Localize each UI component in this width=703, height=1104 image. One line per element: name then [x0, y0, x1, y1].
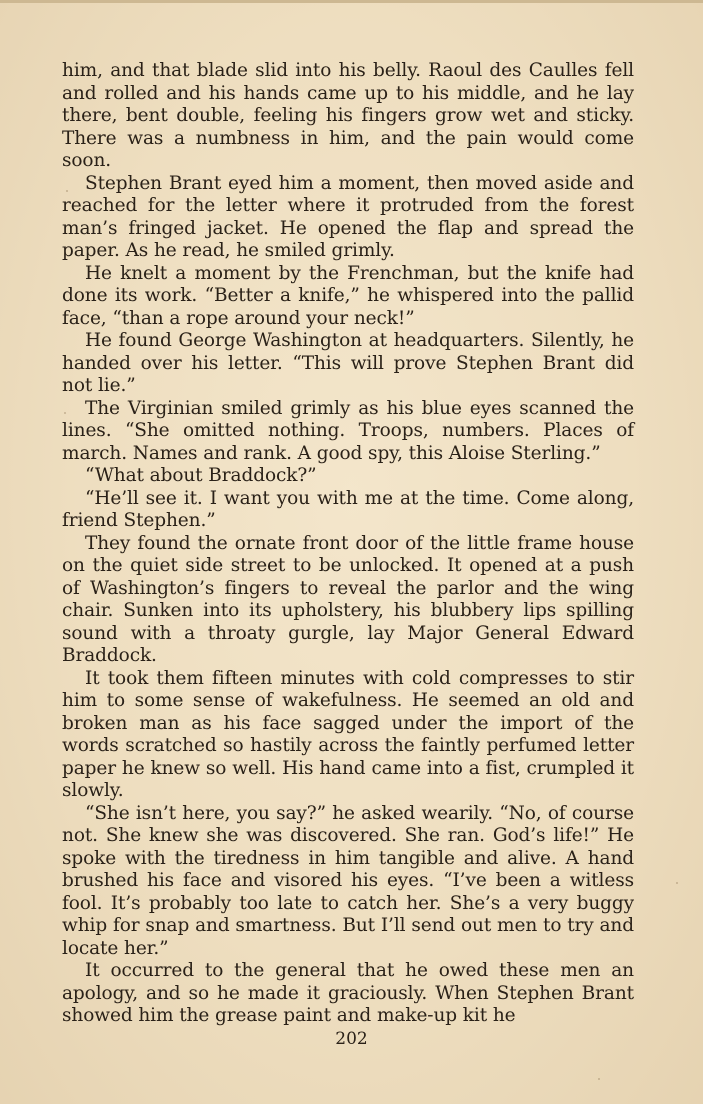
paper-speck	[66, 190, 68, 192]
paragraph: him, and that blade slid into his belly. Raoul des Caulles fell and rolled and his hands came up to his middle, and he lay there, bent double, feeling his fingers grow wet and sticky. There was a numbness in him, and the pain would come soon.	[62, 60, 634, 171]
paragraph: It took them fifteen minutes with cold compresses to stir him to some sense of wakefulness. He seemed an old and broken man as his face sagged under the import of the words scratched so hastily across the faintly perfumed letter paper he knew so well. His hand came into a fist, crumpled it slowly.	[62, 667, 634, 801]
paragraph: Stephen Brant eyed him a moment, then moved aside and reached for the letter where it protruded from the forest man’s fringed jacket. He opened the flap and spread the paper. As he read, he smiled grimly.	[62, 172, 634, 261]
paragraph: “What about Braddock?”	[85, 465, 317, 486]
paper-speck	[676, 882, 678, 884]
paper-speck	[598, 1078, 600, 1080]
page-top-edge	[0, 0, 703, 3]
paragraph: He knelt a moment by the Frenchman, but the knife had done its work. “Better a knife,” he whispered into the pallid face, “than a rope around your neck!”	[62, 262, 634, 329]
paragraph: It occurred to the general that he owed these men an apology, and so he made it graciously. When Stephen Brant showed him the grease paint and make-up kit he	[62, 960, 634, 1026]
paragraph: “He’ll see it. I want you with me at the time. Come along, friend Stephen.”	[62, 487, 634, 531]
page-number: 202	[335, 1029, 368, 1049]
paragraph: “She isn’t here, you say?” he asked wearily. “No, of course not. She knew she was discovered. She ran. God’s life!” He spoke with the tiredness in him tangible and alive. A hand brushed his face and visored his eyes. “I’ve been a witless fool. It’s probably too late to catch her. She’s a very buggy whip for snap and smartness. But I’ll send out men to try and locate her.”	[62, 802, 634, 959]
paragraph: The Virginian smiled grimly as his blue eyes scanned the lines. “She omitted nothing. Troops, numbers. Places of march. Names and rank. A good spy, this Aloise Sterling.”	[62, 397, 634, 464]
body-text	[62, 60, 634, 1028]
paper-speck	[64, 412, 66, 414]
paragraph: They found the ornate front door of the little frame house on the quiet side street to be unlocked. It opened at a push of Washington’s fingers to reveal the parlor and the wing chair. Sunken into its upholstery, his blubbery lips spilling sound with a throaty gurgle, lay Major General Edward Braddock.	[62, 532, 634, 666]
paragraph: He found George Washington at headquarters. Silently, he handed over his letter. “This will prove Stephen Brant did not lie.”	[62, 330, 634, 396]
